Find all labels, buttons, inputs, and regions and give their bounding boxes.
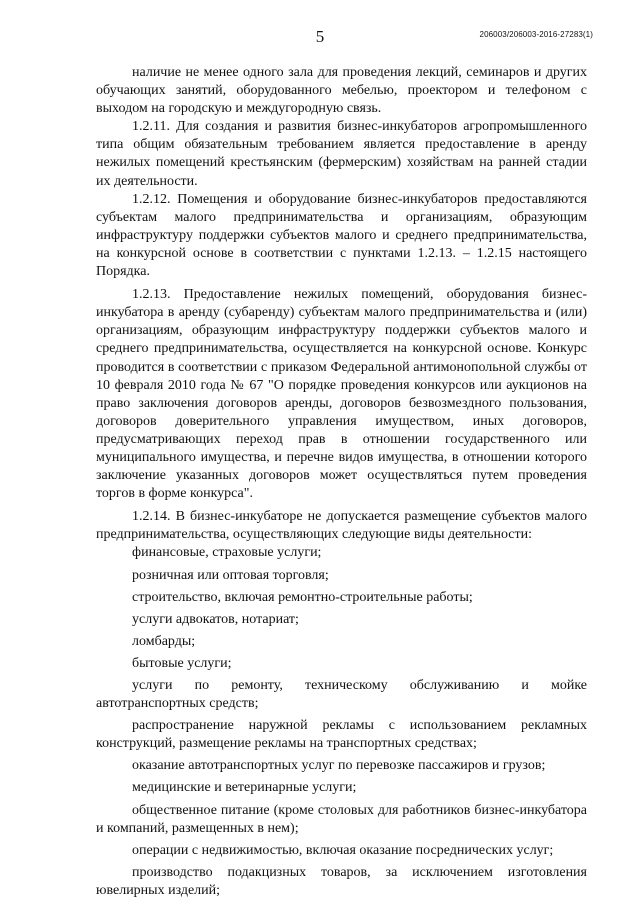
paragraph-1-2-14: 1.2.14. В бизнес-инкубаторе не допускается размещение субъектов малого предпринимательства, осуществляющих следующие виды деятельности: bbox=[96, 509, 587, 543]
list-item: производство подакцизных товаров, за исключением изготовления ювелирных изделий; bbox=[96, 864, 587, 898]
list-item: розничная или оптовая торговля; bbox=[132, 567, 329, 583]
paragraph-1-2-12: 1.2.12. Помещения и оборудование бизнес-инкубаторов предоставляются субъектам малого предпринимательства и организациям, образующим инфраструктуру поддержки субъектов малого и среднего предпринимательства, на конкурсной основе в соответствии с пунктами 1.2.13. – 1.2.15 настоящего Порядка. bbox=[96, 191, 587, 280]
activity-list bbox=[96, 544, 587, 900]
paragraph-intro: наличие не менее одного зала для проведения лекций, семинаров и других обучающих занятий, оборудованного мебелью, проектором и телефоном с выходом на городскую и междугородную связь. bbox=[96, 65, 587, 117]
document-body bbox=[96, 64, 587, 900]
list-item: услуги адвокатов, нотариат; bbox=[132, 611, 299, 627]
list-item: медицинские и ветеринарные услуги; bbox=[132, 780, 357, 796]
list-item: распространение наружной рекламы с использованием рекламных конструкций, размещение рекламы на транспортных средствах; bbox=[96, 718, 587, 752]
list-item: строительство, включая ремонтно-строительные работы; bbox=[132, 589, 473, 605]
paragraph-1-2-11: 1.2.11. Для создания и развития бизнес-инкубаторов агропромышленного типа общим обязательным требованием является предоставление в аренду нежилых помещений крестьянским (фермерским) хозяйствам на ранней стадии их деятельности. bbox=[96, 119, 587, 189]
list-item: общественное питание (кроме столовых для работников бизнес-инкубатора и компаний, размещенных в нем); bbox=[96, 802, 587, 836]
list-item: ломбарды; bbox=[132, 633, 196, 649]
list-item: бытовые услуги; bbox=[132, 655, 232, 671]
document-id: 206003/206003-2016-27283(1) bbox=[479, 30, 593, 39]
list-item: операции с недвижимостью, включая оказание посреднических услуг; bbox=[132, 842, 554, 858]
paragraph-1-2-13: 1.2.13. Предоставление нежилых помещений, оборудования бизнес-инкубатора в аренду (субаренду) субъектам малого предпринимательства и (или) организациям, образующим инфраструктуру поддержки субъектов малого и среднего предпринимательства, осуществляется на конкурсной основе. Конкурс проводится в соответствии с приказом Федеральной антимонопольной службы от 10 февраля 2010 года № 67 "О порядке проведения конкурсов или аукционов на право заключения договоров аренды, договоров безвозмездного пользования, договоров доверительного управления имуществом, иных договоров, предусматривающих переход прав в отношении государственного или муниципального имущества, и перечне видов имущества, в отношении которого заключение указанных договоров может осуществляться путем проведения торгов в форме конкурса". bbox=[96, 287, 587, 502]
page-number: 5 bbox=[315, 27, 325, 46]
list-item: услуги по ремонту, техническому обслуживанию и мойке автотранспортных средств; bbox=[96, 678, 587, 712]
list-item: финансовые, страховые услуги; bbox=[132, 545, 322, 561]
list-item: оказание автотранспортных услуг по перевозке пассажиров и грузов; bbox=[132, 758, 546, 774]
